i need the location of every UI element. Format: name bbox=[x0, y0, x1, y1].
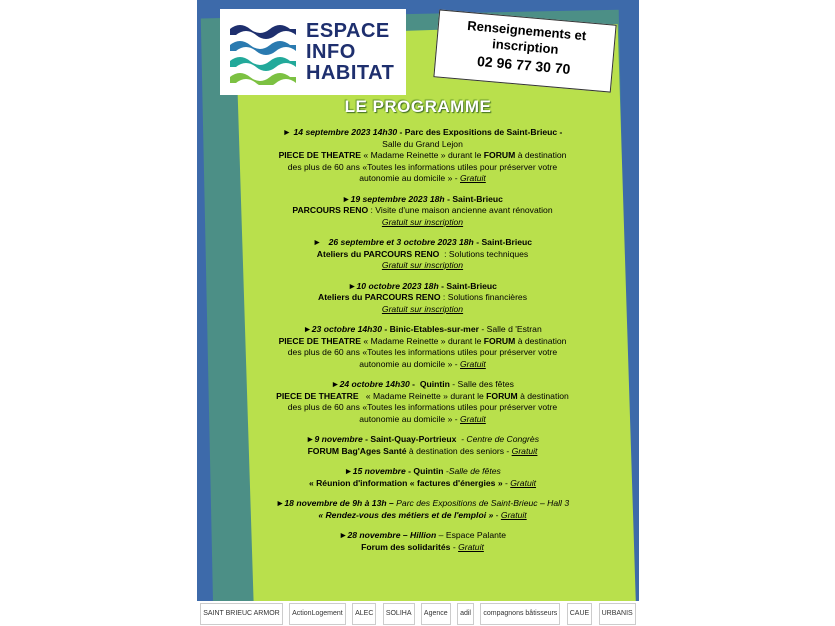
event-text: ► bbox=[303, 324, 312, 334]
event-line bbox=[250, 150, 595, 162]
event-text: 15 novembre bbox=[352, 466, 406, 476]
event-text: 10 octobre 2023 18h bbox=[356, 280, 439, 291]
logo-line1: ESPACE bbox=[306, 20, 390, 42]
event-item bbox=[250, 237, 595, 272]
event-text: PARCOURS RENO bbox=[292, 205, 369, 215]
event-item bbox=[250, 379, 595, 425]
event-text: FORUM bbox=[483, 335, 516, 346]
event-text: PIECE DE THEATRE bbox=[276, 390, 359, 401]
event-text: – Espace Palante bbox=[436, 530, 507, 540]
event-line bbox=[250, 139, 595, 151]
event-text: : Solutions financières bbox=[440, 292, 528, 302]
event-text: 23 octobre 14h30 bbox=[311, 324, 382, 334]
event-text: ► bbox=[312, 237, 329, 247]
event-line bbox=[250, 194, 595, 206]
event-text: à destination bbox=[515, 150, 567, 160]
event-text: 28 novembre bbox=[347, 530, 401, 540]
event-text: - bbox=[493, 509, 501, 520]
event-line bbox=[250, 478, 595, 490]
event-text: - Parc des Expositions de Saint-Brieuc - bbox=[397, 127, 563, 137]
event-text: PIECE DE THEATRE bbox=[278, 335, 362, 346]
event-line bbox=[250, 359, 595, 371]
event-line bbox=[250, 237, 595, 249]
event-item bbox=[250, 194, 595, 229]
event-text: autonomie au domicile » - bbox=[359, 173, 460, 183]
logo-text bbox=[306, 21, 394, 84]
gratuit-link[interactable]: Gratuit bbox=[500, 509, 527, 520]
gratuit-link[interactable]: Gratuit bbox=[458, 541, 484, 552]
event-text: ► bbox=[275, 498, 285, 508]
event-item bbox=[250, 530, 595, 553]
event-line bbox=[250, 173, 595, 185]
event-text: à destination bbox=[517, 390, 569, 401]
event-text: FORUM Bag'Ages Santé bbox=[307, 445, 407, 456]
event-text: « Réunion d'information « factures d'énergies » bbox=[308, 477, 503, 488]
event-line bbox=[250, 446, 595, 458]
event-text: des plus de 60 ans «Toutes les informations utiles pour préserver votre bbox=[287, 161, 558, 172]
event-text: à destination des seniors - bbox=[406, 445, 512, 456]
event-text: : Solutions techniques bbox=[439, 248, 529, 259]
event-text: -Salle de fêtes bbox=[443, 466, 501, 476]
event-text: à destination bbox=[515, 335, 567, 346]
event-line bbox=[250, 402, 595, 414]
event-line bbox=[250, 498, 595, 510]
partner-logo: URBANIS bbox=[599, 603, 636, 625]
partner-logo: Agence bbox=[421, 603, 451, 625]
event-text: FORUM bbox=[486, 390, 518, 401]
event-text: 24 octobre 14h30 bbox=[339, 379, 410, 389]
programme-title: LE PROGRAMME bbox=[344, 97, 492, 116]
logo-line2: INFO bbox=[306, 41, 356, 63]
event-line bbox=[250, 205, 595, 217]
event-text: 18 novembre de 9h à 13h – bbox=[284, 498, 394, 508]
partner-logo: compagnons bâtisseurs bbox=[480, 603, 560, 625]
event-line bbox=[250, 379, 595, 391]
gratuit-link[interactable]: Gratuit bbox=[460, 413, 486, 424]
event-text: autonomie au domicile » - bbox=[359, 413, 460, 424]
gratuit-link[interactable]: Gratuit bbox=[510, 477, 537, 488]
event-text: ► bbox=[338, 530, 348, 540]
event-text: - Quintin bbox=[409, 379, 450, 389]
event-item bbox=[250, 127, 595, 185]
event-item bbox=[250, 281, 595, 316]
event-text: - Salle d 'Estran bbox=[478, 324, 542, 334]
event-line bbox=[250, 260, 595, 272]
event-line bbox=[250, 391, 595, 403]
event-text: 9 novembre bbox=[314, 434, 363, 444]
event-line bbox=[250, 434, 595, 446]
event-line bbox=[250, 127, 595, 139]
event-text: « Madame Reinette » durant le bbox=[361, 150, 484, 160]
event-text: des plus de 60 ans «Toutes les informations utiles pour préserver votre bbox=[287, 402, 558, 412]
event-line bbox=[250, 217, 595, 229]
event-text: : Visite d'une maison ancienne avant rénovation bbox=[368, 205, 553, 215]
event-text: - Saint-Quay-Portrieux bbox=[362, 434, 457, 444]
event-line bbox=[250, 249, 595, 261]
event-text: ► bbox=[282, 127, 294, 137]
event-text: - Saint-Brieuc bbox=[444, 193, 503, 204]
partner-logo: ActionLogement bbox=[289, 603, 346, 625]
event-text: - Saint-Brieuc bbox=[473, 237, 533, 247]
event-text: Ateliers du PARCOURS RENO bbox=[316, 248, 440, 259]
event-line bbox=[250, 336, 595, 348]
event-text: « Madame Reinette » durant le bbox=[361, 335, 484, 346]
event-item bbox=[250, 434, 595, 457]
event-text: ► bbox=[342, 193, 351, 204]
event-text: 26 septembre et 3 octobre 2023 18h bbox=[328, 237, 474, 247]
event-text: Ateliers du PARCOURS RENO bbox=[317, 292, 441, 302]
logo-line3: HABITAT bbox=[306, 62, 395, 84]
event-text: 14 septembre 2023 14h30 bbox=[293, 127, 398, 137]
event-line bbox=[250, 414, 595, 426]
partner-logo: SOLIHA bbox=[383, 603, 415, 625]
event-text: - Centre de Congrès bbox=[456, 434, 539, 444]
event-line bbox=[250, 530, 595, 542]
partner-logo: ALEC bbox=[352, 603, 376, 625]
events-list bbox=[250, 127, 595, 562]
event-line bbox=[250, 162, 595, 174]
waves-icon bbox=[228, 19, 298, 85]
espace-info-habitat-logo bbox=[220, 9, 406, 95]
event-item bbox=[250, 498, 595, 521]
event-text: - bbox=[450, 541, 459, 552]
event-line bbox=[250, 510, 595, 522]
event-text: 19 septembre 2023 18h bbox=[350, 193, 445, 204]
event-line bbox=[250, 324, 595, 336]
event-item bbox=[250, 466, 595, 489]
event-line bbox=[250, 304, 595, 316]
partner-logo: CAUE bbox=[567, 603, 592, 625]
event-text: ► bbox=[306, 434, 315, 444]
event-text: ► bbox=[348, 280, 357, 291]
event-text: - Binic-Etables-sur-mer bbox=[382, 324, 479, 334]
gratuit-link[interactable]: Gratuit bbox=[460, 358, 486, 369]
event-text: Parc des Expositions de Saint-Brieuc – Hall 3 bbox=[393, 498, 570, 508]
poster bbox=[197, 0, 639, 626]
gratuit-link[interactable]: Gratuit sur inscription bbox=[381, 260, 464, 270]
event-text: autonomie au domicile » - bbox=[359, 358, 460, 369]
gratuit-link[interactable]: Gratuit sur inscription bbox=[381, 216, 464, 227]
event-text: Salle du Grand Lejon bbox=[382, 138, 463, 149]
gratuit-link[interactable]: Gratuit sur inscription bbox=[381, 303, 464, 314]
event-text: – Hillion bbox=[400, 530, 437, 540]
event-text: des plus de 60 ans «Toutes les informations utiles pour préserver votre bbox=[287, 347, 558, 357]
gratuit-link[interactable]: Gratuit bbox=[460, 173, 486, 183]
event-line bbox=[250, 292, 595, 304]
event-text: ► bbox=[344, 466, 353, 476]
event-text: PIECE DE THEATRE bbox=[278, 150, 362, 160]
partner-logos bbox=[197, 601, 639, 626]
event-line bbox=[250, 542, 595, 554]
event-text: « Rendez-vous des métiers et de l'emploi » bbox=[318, 509, 494, 520]
event-line bbox=[250, 466, 595, 478]
contact-phone[interactable]: 02 96 77 30 70 bbox=[476, 52, 572, 77]
gratuit-link[interactable]: Gratuit bbox=[511, 445, 538, 456]
event-item bbox=[250, 324, 595, 370]
event-text: Forum des solidarités bbox=[361, 541, 451, 552]
partner-logo: SAINT BRIEUC ARMOR bbox=[200, 603, 283, 625]
partner-logo: adil bbox=[457, 603, 474, 625]
event-text: - bbox=[502, 477, 511, 488]
event-line bbox=[250, 347, 595, 359]
event-line bbox=[250, 281, 595, 293]
event-text: « Madame Reinette » durant le bbox=[358, 390, 487, 401]
event-text: FORUM bbox=[483, 150, 516, 160]
event-text: - Saint-Brieuc bbox=[438, 280, 497, 291]
event-text: - Salle des fêtes bbox=[449, 379, 514, 389]
contact-title: Renseignements et inscription bbox=[466, 17, 587, 57]
event-text: - Quintin bbox=[405, 466, 444, 476]
event-text: ► bbox=[331, 379, 340, 389]
